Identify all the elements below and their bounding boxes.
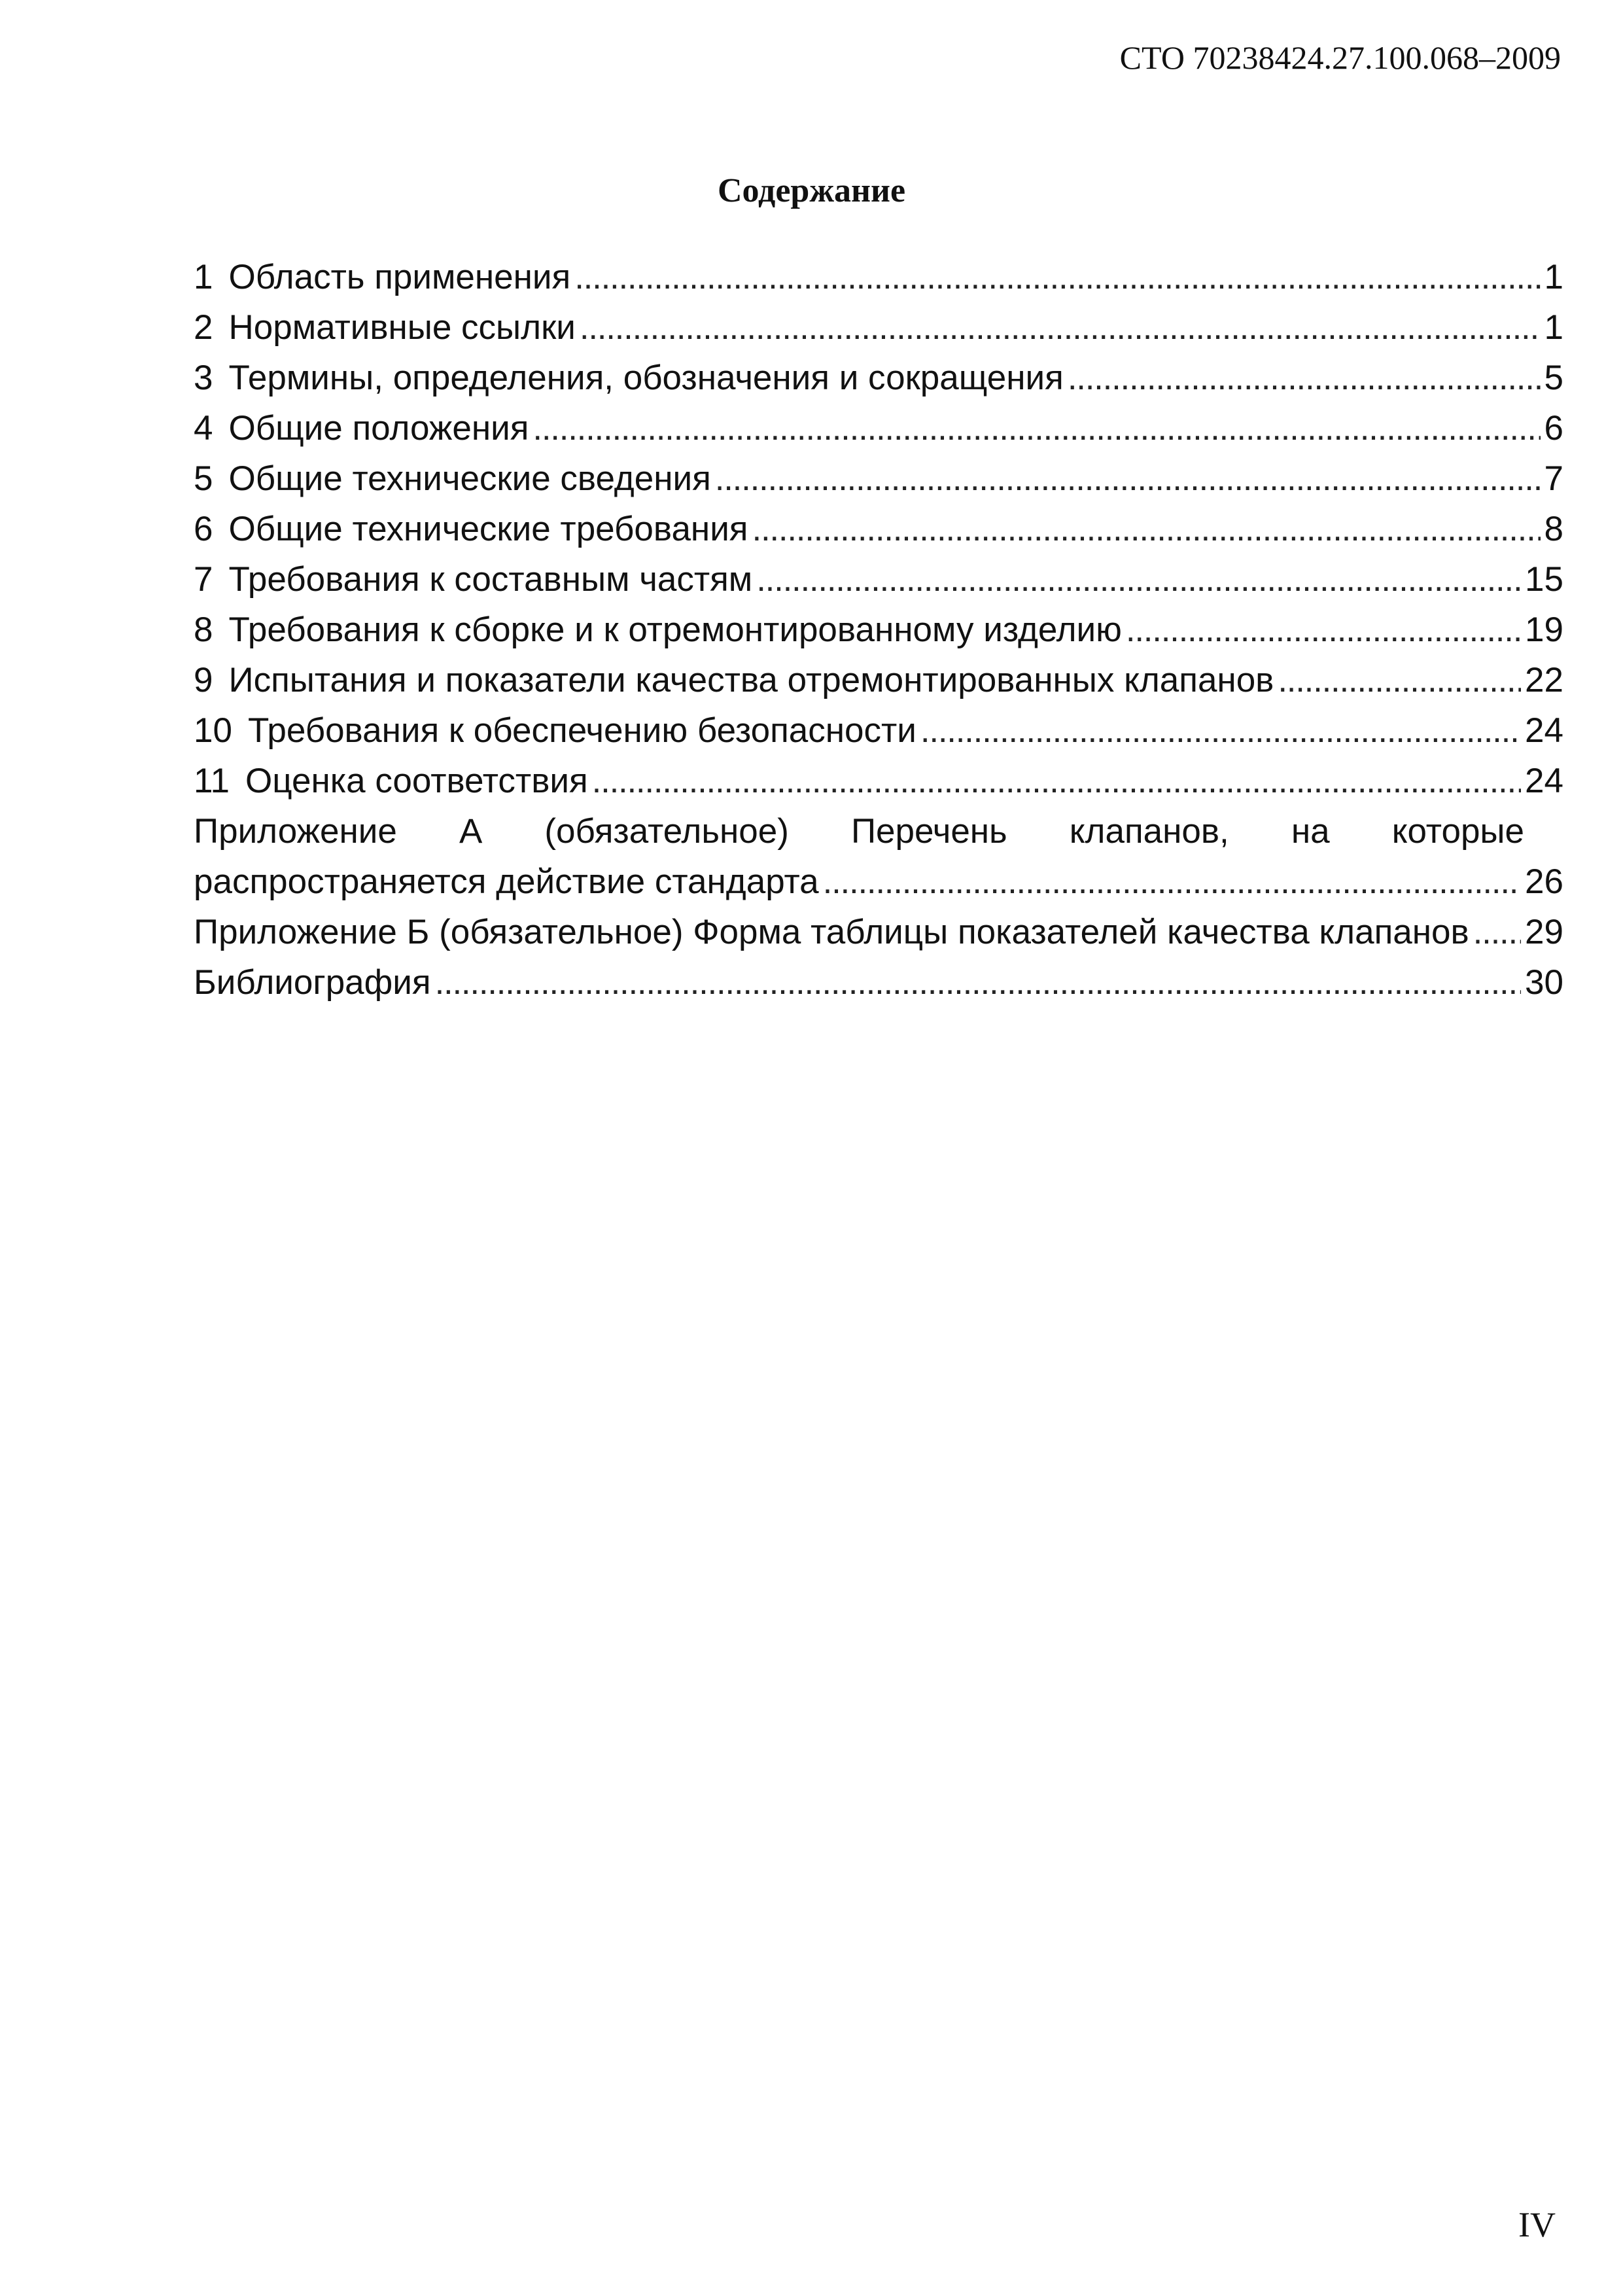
toc-word: Перечень [850,812,1007,851]
toc-word: Приложение [194,812,397,851]
toc-entry-page: 8 [1544,510,1563,548]
toc-entry-number: 5 [194,459,213,498]
toc-entry-number: 9 [194,661,213,699]
toc-entry-number: 6 [194,510,213,548]
toc-entry-title: Область применения [228,258,571,296]
toc-appendix-b[interactable] [194,907,1563,957]
toc-entry-page: 26 [1525,862,1563,901]
toc-entry[interactable] [194,403,1563,453]
toc-entry-title: Оценка соответствия [245,762,588,800]
dot-leader [574,252,1540,302]
toc-entry-title: Термины, определения, обозначения и сокращения [228,359,1064,397]
dot-leader [1473,907,1521,957]
toc-entry-number: 7 [194,560,213,599]
toc-entry-number: 11 [194,762,230,800]
toc-entry-page: 24 [1525,711,1563,750]
toc-bibliography[interactable] [194,957,1563,1008]
page-number: IV [1518,2205,1556,2244]
toc-word: на [1291,812,1330,851]
toc-entry-title: Общие технические сведения [228,459,711,498]
toc-entry-title: Нормативные ссылки [228,308,576,347]
toc-entry[interactable] [194,655,1563,705]
toc-entry-number: 2 [194,308,213,347]
toc-entry-page: 29 [1525,913,1563,951]
toc-entry[interactable] [194,705,1563,756]
toc-title: Содержание [717,172,906,209]
toc-entry-page: 22 [1525,661,1563,699]
document-code: СТО 70238424.27.100.068–2009 [1119,39,1561,76]
toc-entry-title: Требования к составным частям [228,560,753,599]
toc-entry-title: Требования к сборке и к отремонтированному изделию [228,610,1122,649]
toc-entry-title: Требования к обеспечению безопасности [247,711,916,750]
toc-entry-number: 1 [194,258,213,296]
toc-word: которые [1391,812,1524,851]
dot-leader [715,453,1541,504]
dot-leader [920,705,1521,756]
toc-entry-number: 3 [194,359,213,397]
toc-entry-page: 1 [1544,308,1563,347]
toc-entry-number: 10 [194,711,232,750]
toc-entry-title: Общие технические требования [228,510,748,548]
dot-leader [752,504,1541,554]
toc-entry-page: 15 [1525,560,1563,599]
dot-leader [532,403,1540,453]
toc-word: клапанов, [1069,812,1229,851]
toc-appendix-a-line1[interactable] [194,806,1563,857]
dot-leader [823,857,1521,907]
toc-entry-number: 8 [194,610,213,649]
toc-entry-number: 4 [194,409,213,448]
toc-entry-title: распространяется действие стандарта [194,862,819,901]
toc-entry-title: Приложение Б (обязательное) Форма таблицы показателей качества клапанов [194,913,1469,951]
dot-leader [435,957,1521,1008]
dot-leader [756,554,1521,605]
dot-leader [592,756,1521,806]
toc-entry[interactable] [194,605,1563,655]
toc-entry[interactable] [194,302,1563,353]
toc-entry[interactable] [194,252,1563,302]
toc-entry-page: 1 [1544,258,1563,296]
toc-entry-page: 24 [1525,762,1563,800]
toc-entry-title: Общие положения [228,409,529,448]
toc-entry[interactable] [194,554,1563,605]
dot-leader [1278,655,1521,705]
toc-entry-title: Испытания и показатели качества отремонтированных клапанов [228,661,1274,699]
toc-word: А [459,812,483,851]
toc-entry[interactable] [194,756,1563,806]
toc-entry-page: 7 [1544,459,1563,498]
toc-entry-page: 19 [1525,610,1563,649]
table-of-contents [194,252,1563,1008]
dot-leader [580,302,1541,353]
dot-leader [1068,353,1541,403]
toc-entry-page: 6 [1544,409,1563,448]
toc-word: (обязательное) [544,812,789,851]
toc-entry-title: Библиография [194,963,431,1002]
toc-entry[interactable] [194,353,1563,403]
toc-appendix-a-line2[interactable] [194,857,1563,907]
toc-entry-page: 30 [1525,963,1563,1002]
toc-entry[interactable] [194,504,1563,554]
dot-leader [1126,605,1521,655]
toc-entry-page: 5 [1544,359,1563,397]
toc-entry[interactable] [194,453,1563,504]
